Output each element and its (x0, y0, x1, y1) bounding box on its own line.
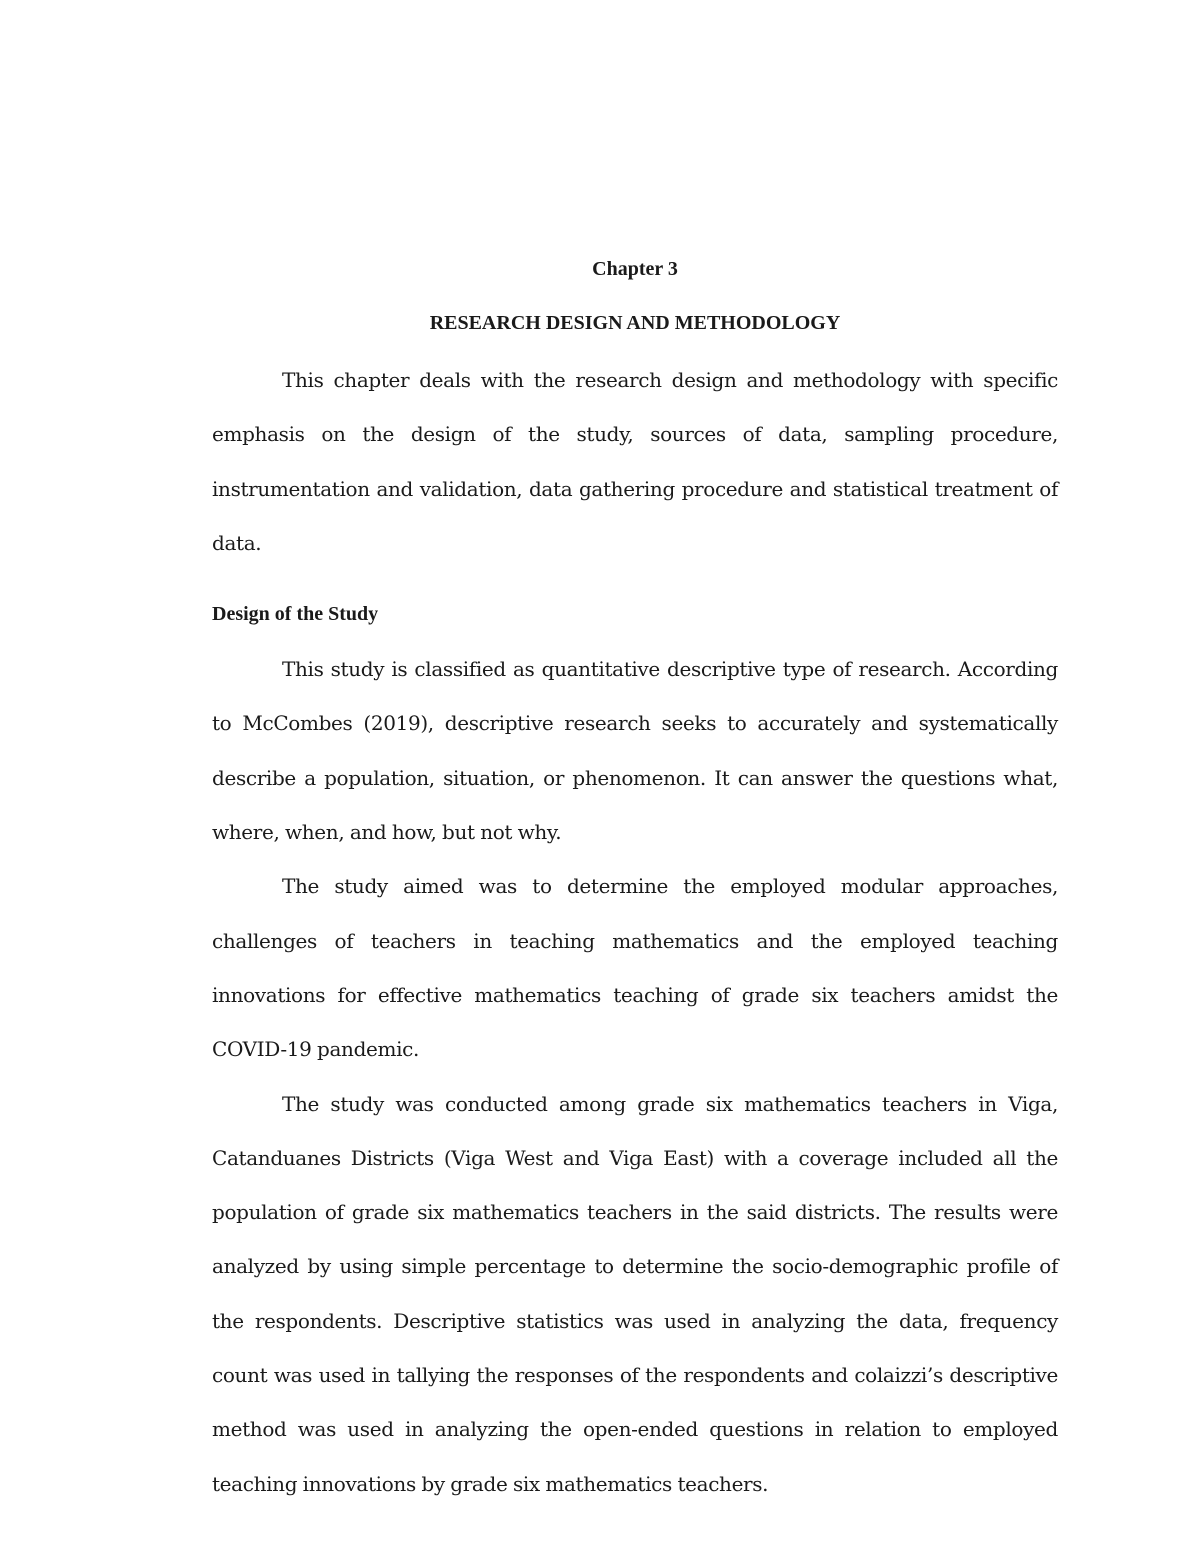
body-paragraph: This study is classified as quantitative descriptive type of research. According to McCombes (2019), descriptive research seeks to accurately and systematically describe a population, situation, or phenomenon. It can answer the questions what, where, when, and how, but not why. (212, 657, 1058, 845)
body-paragraph: The study aimed was to determine the employed modular approaches, challenges of teachers in teaching mathematics and the employed teaching innovations for effective mathematics teaching of grade six teachers amidst the COVID-19 pandemic. (212, 874, 1058, 1062)
body-paragraph: The study was conducted among grade six mathematics teachers in Viga, Catanduanes Districts (Viga West and Viga East) with a coverage included all the population of grade six mathematics teachers in the said districts. The results were analyzed by using simple percentage to determine the socio-demographic profile of the respondents. Descriptive statistics was used in analyzing the data, frequency count was used in tallying the responses of the respondents and colaizzi’s descriptive method was used in analyzing the open-ended questions in relation to employed teaching innovations by grade six mathematics teachers. (212, 1091, 1058, 1496)
document-page (212, 252, 1058, 1511)
chapter-title: RESEARCH DESIGN AND METHODOLOGY (429, 312, 841, 334)
section-heading: Design of the Study (212, 603, 379, 626)
chapter-number: Chapter 3 (592, 258, 678, 280)
intro-paragraph: This chapter deals with the research design and methodology with specific emphasis on the design of the study, sources of data, sampling procedure, instrumentation and validation, data gathering procedure and statistical treatment of data. (212, 368, 1058, 555)
